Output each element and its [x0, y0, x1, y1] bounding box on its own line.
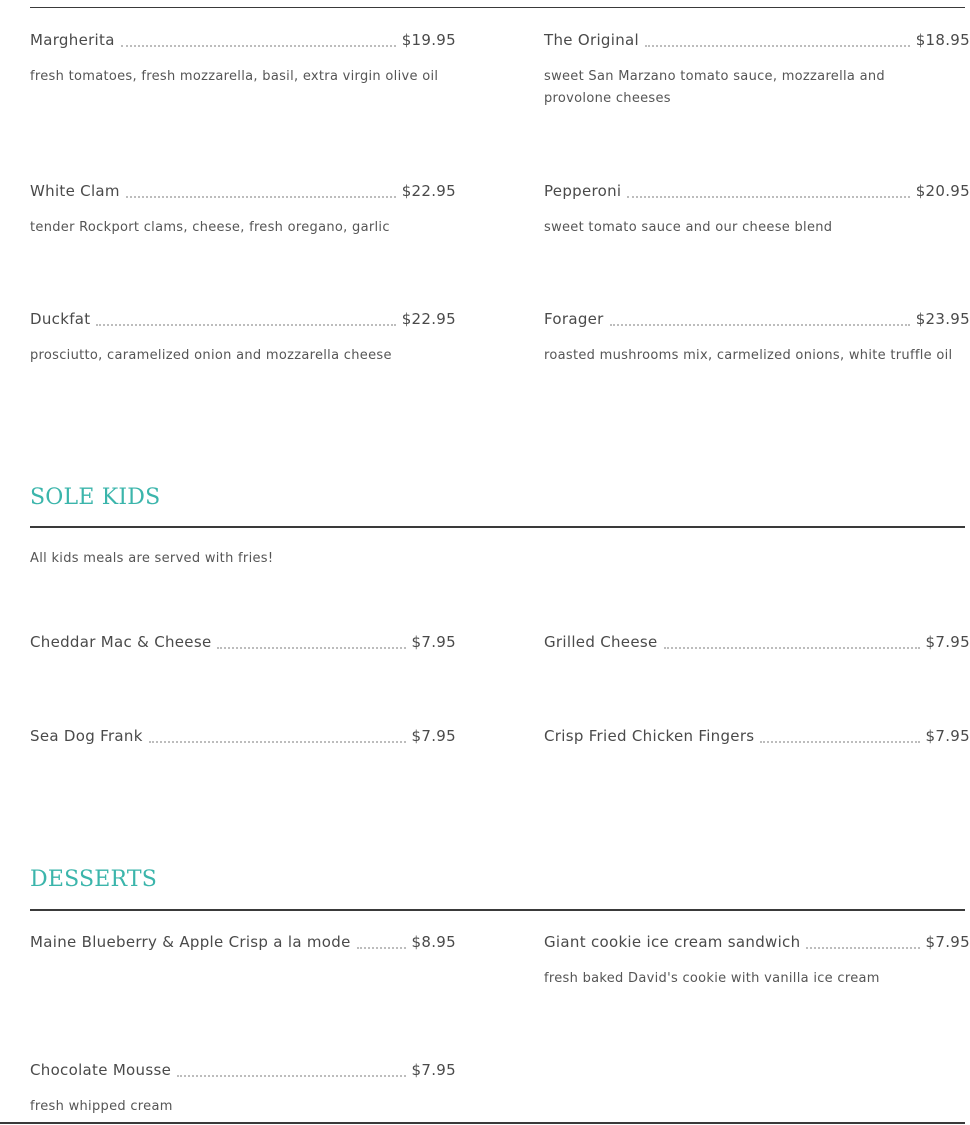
- menu-item-chocolate-mousse: [30, 1061, 456, 1118]
- menu-item-price: $23.95: [915, 310, 970, 328]
- menu-item-row: [30, 310, 456, 328]
- menu-item-price: $22.95: [401, 310, 456, 328]
- dot-leader: [610, 324, 910, 326]
- dot-leader: [645, 45, 910, 47]
- menu-item-sea-dog-frank: [30, 727, 456, 745]
- dot-leader: [806, 947, 919, 949]
- dot-leader: [121, 45, 396, 47]
- kids-section-note: All kids meals are served with fries!: [30, 551, 274, 566]
- menu-item-description: fresh whipped cream: [30, 1099, 173, 1114]
- menu-item-price: $7.95: [411, 633, 456, 651]
- dot-leader: [357, 947, 406, 949]
- menu-item-white-clam: [30, 182, 456, 239]
- menu-item-price: $7.95: [925, 633, 970, 651]
- menu-item-blueberry-apple-crisp: [30, 933, 456, 951]
- menu-item-description: fresh baked David's cookie with vanilla ice cream: [544, 971, 880, 986]
- menu-item-duckfat: [30, 310, 456, 367]
- section-title-desserts: DESSERTS: [30, 867, 158, 892]
- menu-item-price: $8.95: [411, 933, 456, 951]
- menu-item-description: sweet San Marzano tomato sauce, mozzarella and provolone cheeses: [544, 69, 885, 106]
- menu-item-description: sweet tomato sauce and our cheese blend: [544, 220, 833, 235]
- menu-item-name: Margherita: [30, 31, 115, 49]
- menu-item-price: $18.95: [915, 31, 970, 49]
- menu-item-name: Sea Dog Frank: [30, 727, 143, 745]
- menu-item-cheddar-mac-cheese: [30, 633, 456, 651]
- dot-leader: [96, 324, 395, 326]
- menu-item-name: Maine Blueberry & Apple Crisp a la mode: [30, 933, 351, 951]
- pizza-section-divider: [30, 7, 965, 8]
- menu-item-price: $22.95: [401, 182, 456, 200]
- dot-leader: [149, 741, 406, 743]
- menu-item-price: $7.95: [411, 727, 456, 745]
- dot-leader: [126, 196, 396, 198]
- menu-item-price: $19.95: [401, 31, 456, 49]
- menu-item-row: [544, 31, 970, 49]
- menu-item-forager: [544, 310, 970, 367]
- menu-item-description: fresh tomatoes, fresh mozzarella, basil, extra virgin olive oil: [30, 69, 439, 84]
- menu-item-price: $7.95: [925, 727, 970, 745]
- menu-item-name: Grilled Cheese: [544, 633, 658, 651]
- menu-item-price: $7.95: [411, 1061, 456, 1079]
- dot-leader: [664, 647, 920, 649]
- menu-item-name: Chocolate Mousse: [30, 1061, 172, 1079]
- menu-item-row: [30, 933, 456, 951]
- menu-item-row: [30, 1061, 456, 1079]
- section-title-kids: SOLE KIDS: [30, 485, 161, 510]
- menu-item-name: Cheddar Mac & Cheese: [30, 633, 212, 651]
- menu-item-crisp-fried-chicken-fingers: [544, 727, 970, 745]
- menu-item-name: The Original: [544, 31, 639, 49]
- menu-item-grilled-cheese: [544, 633, 970, 651]
- menu-item-description: tender Rockport clams, cheese, fresh oregano, garlic: [30, 220, 390, 235]
- menu-item-the-original: [544, 31, 970, 110]
- menu-item-description: prosciutto, caramelized onion and mozzarella cheese: [30, 348, 392, 363]
- dot-leader: [627, 196, 909, 198]
- page-bottom-divider: [0, 1122, 965, 1124]
- menu-item-pepperoni: [544, 182, 970, 239]
- menu-item-name: Forager: [544, 310, 604, 328]
- kids-section-divider: [30, 526, 965, 528]
- menu-item-giant-cookie-sandwich: [544, 933, 970, 990]
- menu-item-row: [30, 31, 456, 49]
- dot-leader: [177, 1075, 405, 1077]
- menu-item-price: $7.95: [925, 933, 970, 951]
- menu-item-row: [544, 182, 970, 200]
- desserts-section-divider: [30, 909, 965, 911]
- menu-item-name: Giant cookie ice cream sandwich: [544, 933, 801, 951]
- menu-item-row: [544, 633, 970, 651]
- menu-item-row: [544, 310, 970, 328]
- menu-item-name: Pepperoni: [544, 182, 622, 200]
- menu-item-row: [30, 182, 456, 200]
- menu-item-row: [30, 727, 456, 745]
- menu-item-name: Crisp Fried Chicken Fingers: [544, 727, 755, 745]
- menu-item-name: White Clam: [30, 182, 120, 200]
- menu-item-row: [30, 633, 456, 651]
- menu-item-description: roasted mushrooms mix, carmelized onions, white truffle oil: [544, 348, 953, 363]
- menu-item-row: [544, 933, 970, 951]
- dot-leader: [217, 647, 405, 649]
- menu-item-price: $20.95: [915, 182, 970, 200]
- menu-item-row: [544, 727, 970, 745]
- menu-item-name: Duckfat: [30, 310, 91, 328]
- menu-item-margherita: [30, 31, 456, 88]
- dot-leader: [760, 741, 919, 743]
